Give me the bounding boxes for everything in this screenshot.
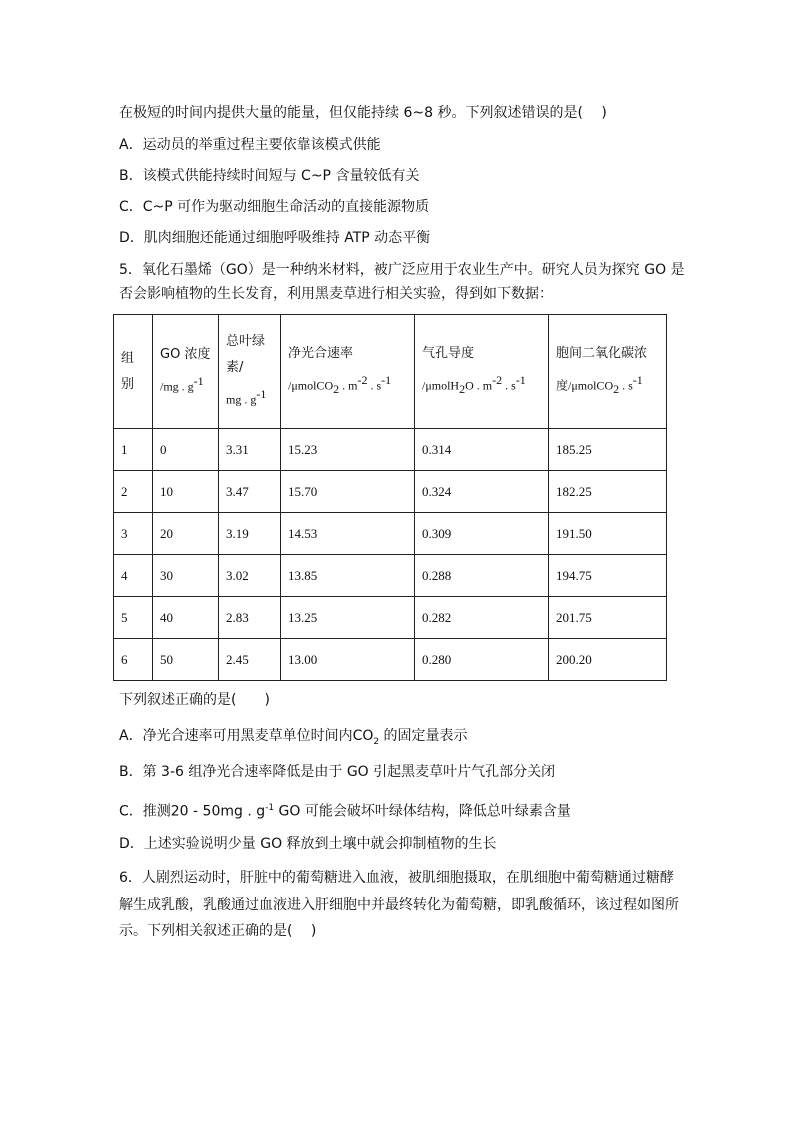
table-cell: 3.31 [219, 429, 281, 471]
table-cell: 0.324 [415, 471, 549, 513]
table-header-row [114, 315, 667, 429]
q4-option-b: B．该模式供能持续时间短与 C~P 含量较低有关 [119, 168, 420, 184]
table-cell: 0.314 [415, 429, 549, 471]
table-cell: 0.282 [415, 597, 549, 639]
table-cell: 15.23 [281, 429, 415, 471]
table-cell: 182.25 [549, 471, 667, 513]
table-cell: 194.75 [549, 555, 667, 597]
q6-stem-line2: 解生成乳酸，乳酸通过血液进入肝细胞中并最终转化为葡萄糖，即乳酸循环，该过程如图所 [119, 897, 679, 913]
table-cell: 3 [114, 513, 153, 555]
data-table [113, 314, 667, 681]
table-cell: 50 [153, 639, 219, 681]
table-cell: 1 [114, 429, 153, 471]
table-cell: 0.280 [415, 639, 549, 681]
q6-stem-line3: 示。下列相关叙述正确的是( ) [119, 923, 317, 939]
q4-stem-tail: 在极短的时间内提供大量的能量，但仅能持续 6~8 秒。下列叙述错误的是( ) [119, 105, 607, 121]
table-cell: 4 [114, 555, 153, 597]
header-group: 组 别 [114, 315, 153, 429]
q5-stem-line2: 否会影响植物的生长发育，利用黑麦草进行相关实验，得到如下数据： [119, 286, 553, 302]
table-row [114, 471, 667, 513]
q4-option-d: D．肌肉细胞还能通过细胞呼吸维持 ATP 动态平衡 [119, 230, 431, 246]
q5-option-d: D．上述实验说明少量 GO 释放到土壤中就会抑制植物的生长 [119, 836, 497, 852]
table-cell: 15.70 [281, 471, 415, 513]
table-cell: 0.288 [415, 555, 549, 597]
table-cell: 0 [153, 429, 219, 471]
table-cell: 6 [114, 639, 153, 681]
table-cell: 201.75 [549, 597, 667, 639]
table-cell: 10 [153, 471, 219, 513]
q4-option-c: C．C~P 可作为驱动细胞生命活动的直接能源物质 [119, 199, 430, 215]
table-row [114, 429, 667, 471]
table-cell: 5 [114, 597, 153, 639]
header-go-concentration: GO 浓度 /mg . $g^{-1}$ [153, 315, 219, 429]
table-row [114, 513, 667, 555]
table-row [114, 597, 667, 639]
q5-option-b: B．第 3-6 组净光合速率降低是由于 GO 引起黑麦草叶片气孔部分关闭 [119, 764, 556, 780]
q5-option-a: A．净光合速率可用黑麦草单位时间内$CO_2$ 的固定量表示 [119, 728, 468, 747]
table-cell: 191.50 [549, 513, 667, 555]
header-total-chlorophyll: 总叶绿 素/ mg . $g^{-1}$ [219, 315, 281, 429]
table-cell: 13.85 [281, 555, 415, 597]
table-cell: 30 [153, 555, 219, 597]
q5-question: 下列叙述正确的是( ) [119, 692, 270, 708]
q6-stem-line1: 6．人剧烈运动时，肝脏中的葡萄糖进入血液，被肌细胞摄取，在肌细胞中葡萄糖通过糖酵 [119, 870, 674, 886]
q4-option-a: A．运动员的举重过程主要依靠该模式供能 [119, 137, 381, 153]
table-cell: 3.02 [219, 555, 281, 597]
table-row [114, 555, 667, 597]
table-cell: 200.20 [549, 639, 667, 681]
table-cell: 20 [153, 513, 219, 555]
table-cell: 3.47 [219, 471, 281, 513]
table-cell: 3.19 [219, 513, 281, 555]
table-cell: 185.25 [549, 429, 667, 471]
table-cell: 14.53 [281, 513, 415, 555]
table-cell: 13.00 [281, 639, 415, 681]
table-cell: 2.45 [219, 639, 281, 681]
q5-stem-line1: 5．氧化石墨烯（GO）是一种纳米材料，被广泛应用于农业生产中。研究人员为探究 GO 是 [119, 262, 685, 278]
header-intercellular-co2: 胞间二氧化碳浓 度/μmolCO$_2$ . $s^{-1}$ [549, 315, 667, 429]
table-cell: 2.83 [219, 597, 281, 639]
header-stomatal-conductance: 气孔导度 /μmolH$_2$O . $m^{-2}$ . $s^{-1}$ [415, 315, 549, 429]
table-cell: 40 [153, 597, 219, 639]
table-cell: 0.309 [415, 513, 549, 555]
q5-option-c: C．推测20 - 50mg . $g^{-1}$ GO 可能会破坏叶绿体结构，降低总叶绿素含量 [119, 803, 571, 820]
table-cell: 2 [114, 471, 153, 513]
table-cell: 13.25 [281, 597, 415, 639]
header-net-photosynthesis: 净光合速率 /μmolCO$_2$ . $m^{-2}$ . $s^{-1}$ [281, 315, 415, 429]
table-row [114, 639, 667, 681]
